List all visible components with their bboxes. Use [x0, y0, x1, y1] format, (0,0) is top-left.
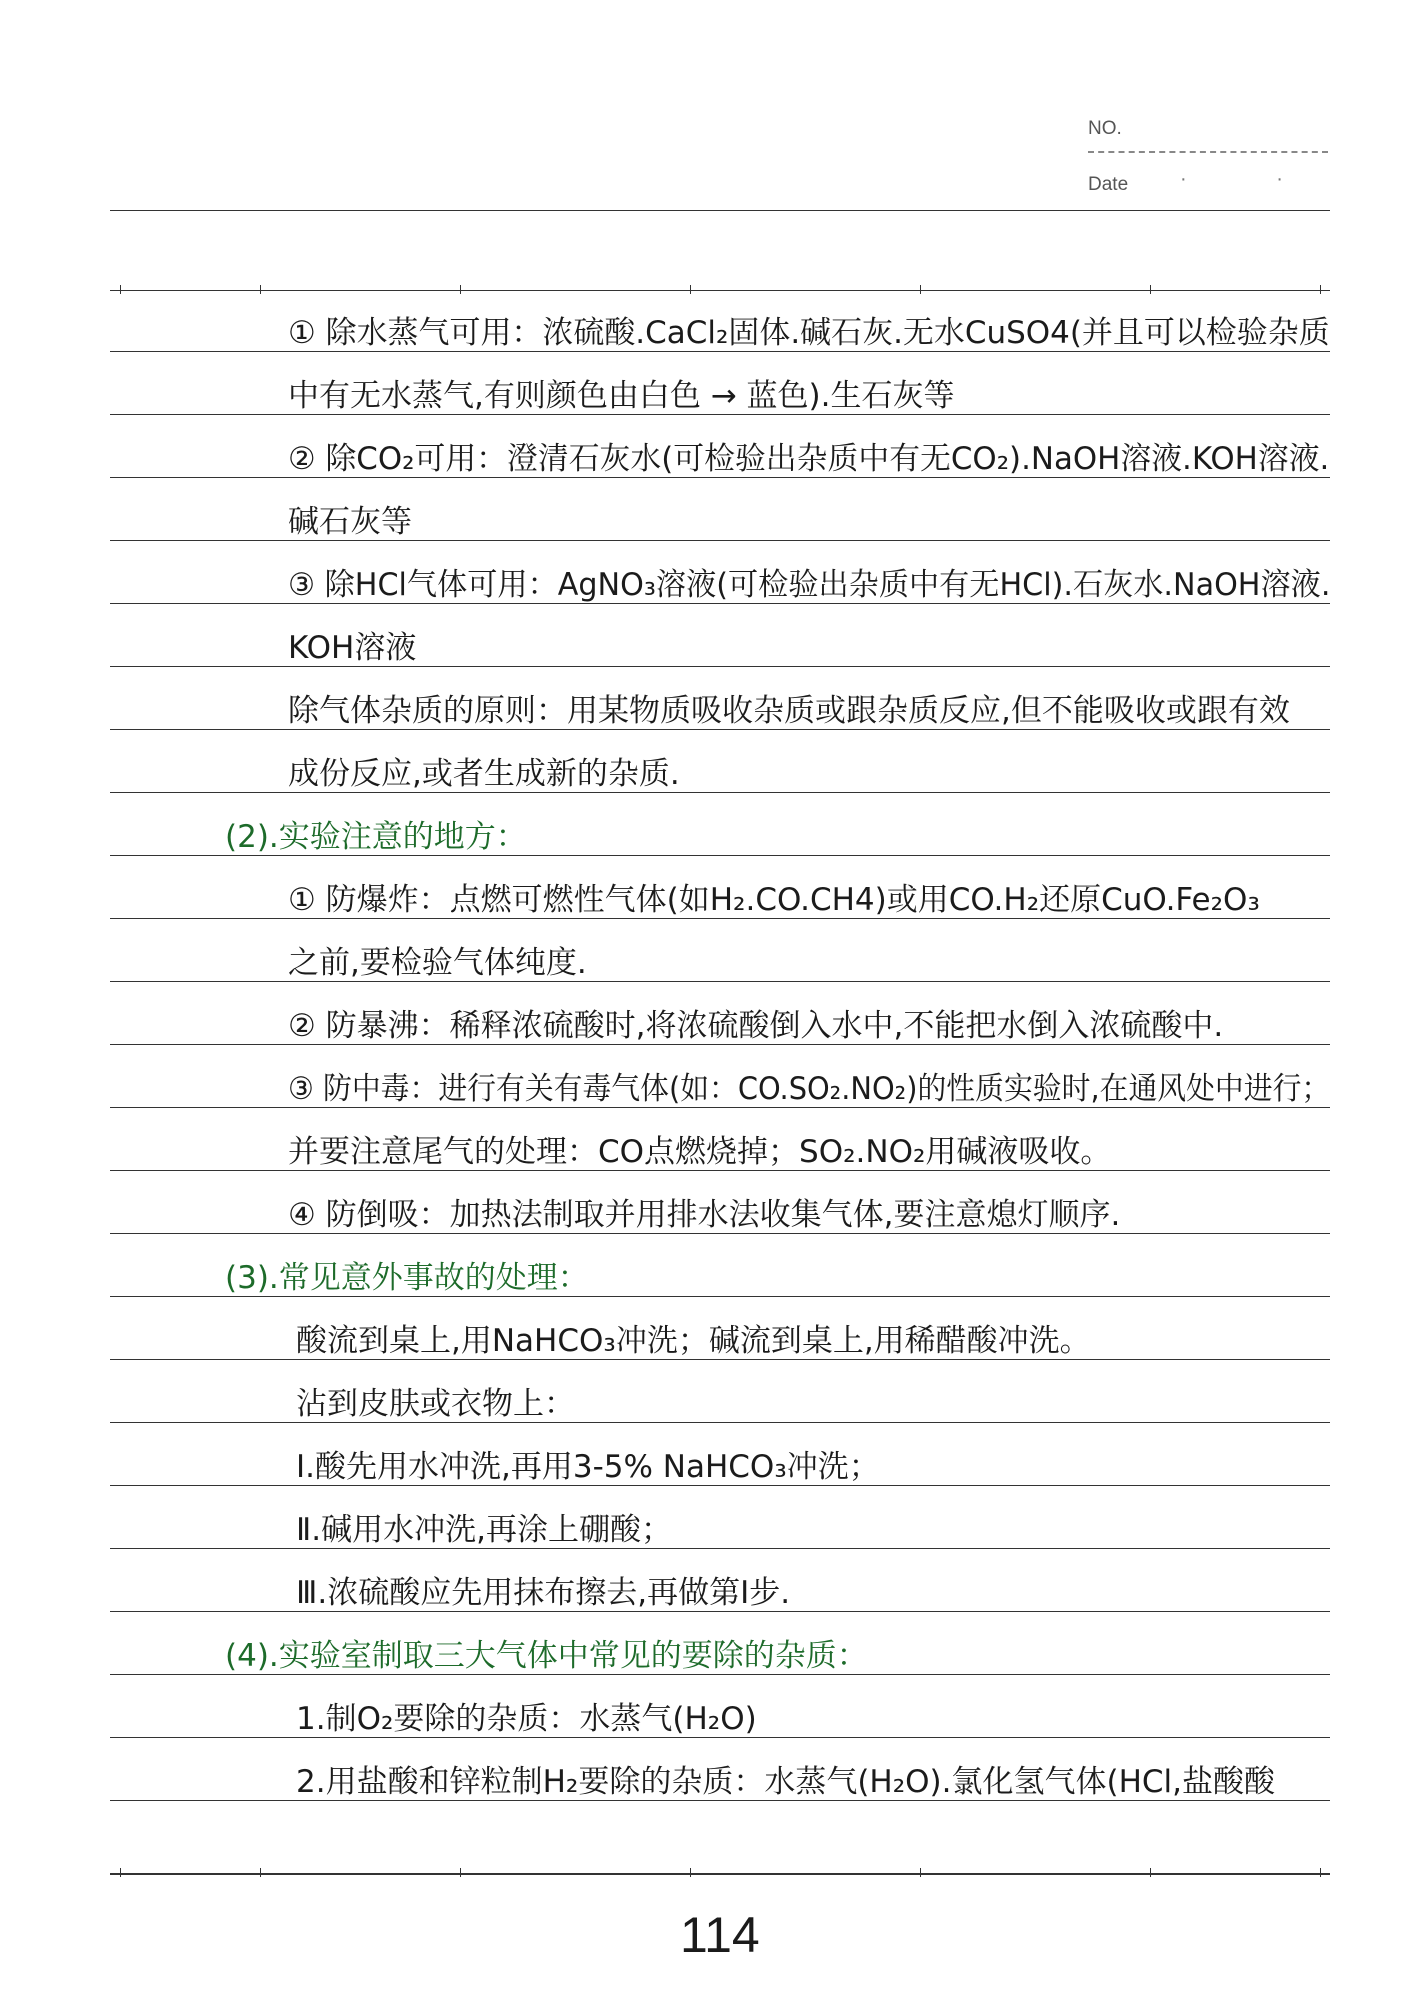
note-line: 并要注意尾气的处理：CO点燃烧掉；SO₂.NO₂用碱液吸收。 — [288, 1134, 1112, 1170]
note-line: 1.制O₂要除的杂质：水蒸气(H₂O) — [296, 1701, 757, 1737]
note-line: KOH溶液 — [288, 630, 417, 666]
rule-tick — [120, 1868, 121, 1877]
rule-tick — [260, 1868, 261, 1877]
note-line: ① 除水蒸气可用：浓硫酸.CaCl₂固体.碱石灰.无水CuSO4(并且可以检验杂质 — [288, 315, 1330, 351]
section-heading-4: (4).实验室制取三大气体中常见的要除的杂质： — [225, 1638, 868, 1674]
note-line: ① 防爆炸：点燃可燃性气体(如H₂.CO.CH4)或用CO.H₂还原CuO.Fe₂O₃ — [288, 882, 1260, 918]
section-heading-3: (3).常见意外事故的处理： — [225, 1260, 589, 1296]
note-line: ② 防暴沸：稀释浓硫酸时,将浓硫酸倒入水中,不能把水倒入浓硫酸中. — [288, 1008, 1224, 1044]
rule-tick — [120, 285, 121, 294]
header-date-separators: · · — [1180, 168, 1325, 190]
rule-line — [110, 1422, 1330, 1423]
rule-tick — [260, 285, 261, 294]
note-line: 成份反应,或者生成新的杂质. — [288, 756, 680, 792]
rule-tick — [460, 285, 461, 294]
rule-tick — [920, 1868, 921, 1877]
note-line: 之前,要检验气体纯度. — [288, 945, 587, 981]
note-line: 酸流到桌上,用NaHCO₃冲洗；碱流到桌上,用稀醋酸冲洗。 — [296, 1323, 1091, 1359]
note-line: 沾到皮肤或衣物上： — [296, 1386, 575, 1422]
rule-tick — [690, 1868, 691, 1877]
rule-line — [110, 290, 1330, 291]
rule-line-bottom — [110, 1873, 1330, 1875]
rule-line — [110, 210, 1330, 211]
rule-line — [110, 1548, 1330, 1549]
note-line: Ⅰ.酸先用水冲洗,再用3-5% NaHCO₃冲洗； — [296, 1449, 880, 1485]
note-line: ③ 除HCl气体可用：AgNO₃溶液(可检验出杂质中有无HCl).石灰水.NaOH溶液. — [288, 567, 1331, 603]
rule-tick — [690, 285, 691, 294]
rule-tick — [1320, 1868, 1321, 1877]
header-no-label: NO. — [1088, 118, 1122, 139]
section-heading-2: (2).实验注意的地方： — [225, 819, 527, 855]
note-line: 中有无水蒸气,有则颜色由白色 → 蓝色).生石灰等 — [288, 378, 955, 414]
note-line: 2.用盐酸和锌粒制H₂要除的杂质：水蒸气(H₂O).氯化氢气体(HCl,盐酸酸 — [296, 1764, 1276, 1800]
rule-tick — [1320, 285, 1321, 294]
rule-tick — [1150, 1868, 1151, 1877]
rule-tick — [1150, 285, 1151, 294]
note-line: 碱石灰等 — [288, 504, 412, 540]
note-line: Ⅲ.浓硫酸应先用抹布擦去,再做第Ⅰ步. — [296, 1575, 791, 1611]
note-line: ② 除CO₂可用：澄清石灰水(可检验出杂质中有无CO₂).NaOH溶液.KOH溶液. — [288, 441, 1330, 477]
page-number: 114 — [680, 1907, 760, 1963]
note-line: 除气体杂质的原则：用某物质吸收杂质或跟杂质反应,但不能吸收或跟有效 — [288, 693, 1290, 729]
note-line: ③ 防中毒：进行有关有毒气体(如：CO.SO₂.NO₂)的性质实验时,在通风处中进行； — [288, 1071, 1331, 1107]
rule-tick — [460, 1868, 461, 1877]
note-line: ④ 防倒吸：加热法制取并用排水法收集气体,要注意熄灯顺序. — [288, 1197, 1121, 1233]
rule-tick — [920, 285, 921, 294]
note-line: Ⅱ.碱用水冲洗,再涂上硼酸； — [296, 1512, 672, 1548]
header-dashed-line — [1088, 151, 1328, 153]
header-date-label: Date — [1088, 174, 1129, 195]
